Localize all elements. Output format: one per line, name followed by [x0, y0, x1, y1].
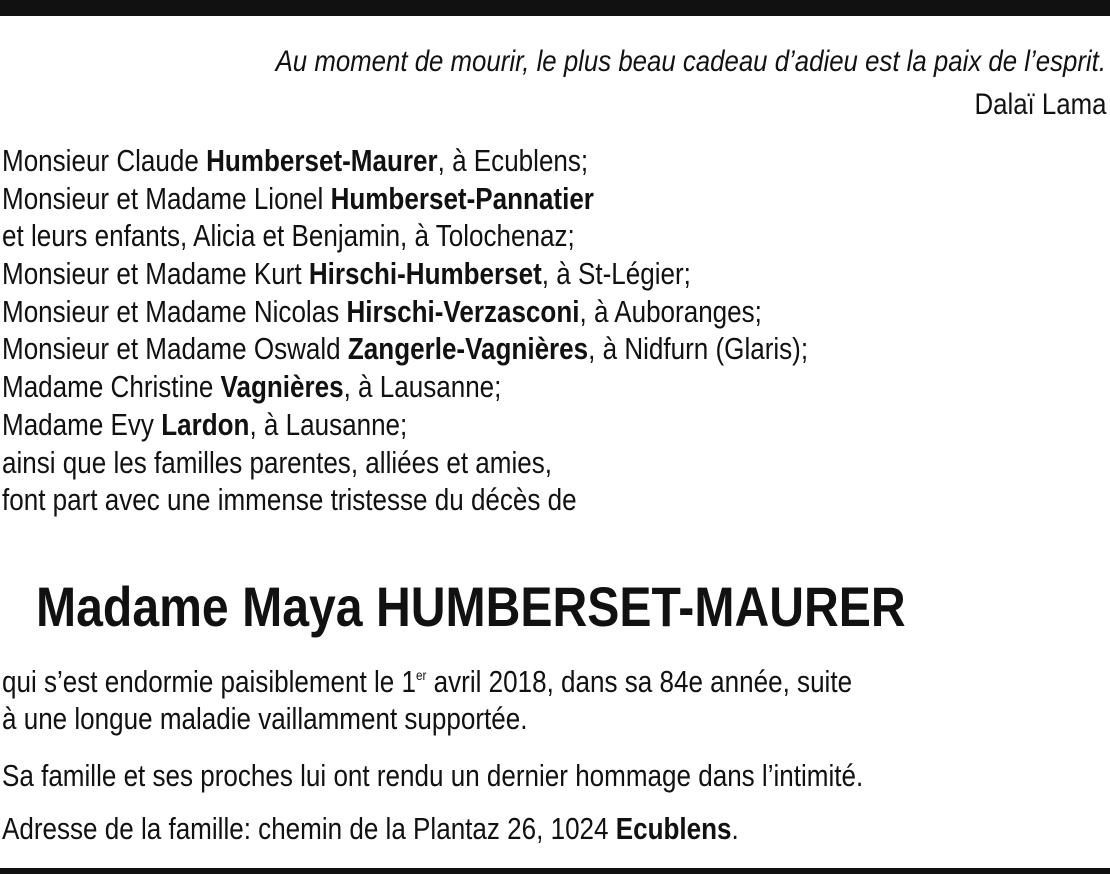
family-line: Monsieur et Madame Oswald Zangerle-Vagnières, à Nidfurn (Glaris);: [2, 331, 809, 367]
epigraph-quote: Au moment de mourir, le plus beau cadeau d’adieu est la paix de l’esprit.: [275, 45, 1107, 78]
family-list: [2, 142, 808, 519]
deceased-name: Madame Maya HUMBERSET-MAURER: [36, 575, 906, 638]
family-line: Madame Evy Lardon, à Lausanne;: [2, 406, 408, 442]
family-line: ainsi que les familles parentes, alliées et amies,: [2, 444, 553, 480]
top-rule: [0, 0, 1110, 16]
family-line: et leurs enfants, Alicia et Benjamin, à Tolochenaz;: [2, 218, 575, 254]
farewell-text: Sa famille et ses proches lui ont rendu un dernier hommage dans l’intimité.: [2, 758, 864, 793]
death-notice-line: qui s’est endormie paisiblement le 1er avril 2018, dans sa 84e année, suite: [2, 664, 853, 699]
family-line: Monsieur et Madame Nicolas Hirschi-Verzasconi, à Auboranges;: [2, 293, 762, 329]
family-line: Monsieur et Madame Kurt Hirschi-Humberset, à St-Légier;: [2, 256, 691, 292]
bottom-rule: [0, 868, 1110, 874]
death-notice-line: à une longue maladie vaillamment supportée.: [2, 701, 528, 736]
family-line: font part avec une immense tristesse du décès de: [2, 482, 577, 518]
epigraph-author: Dalaï Lama: [974, 88, 1106, 121]
family-line: Monsieur Claude Humberset-Maurer, à Ecublens;: [2, 143, 589, 178]
family-line: Madame Christine Vagnières, à Lausanne;: [2, 369, 502, 405]
family-line: Monsieur et Madame Lionel Humberset-Pannatier: [2, 180, 594, 216]
family-address: Adresse de la famille: chemin de la Plantaz 26, 1024 Ecublens.: [2, 811, 739, 846]
